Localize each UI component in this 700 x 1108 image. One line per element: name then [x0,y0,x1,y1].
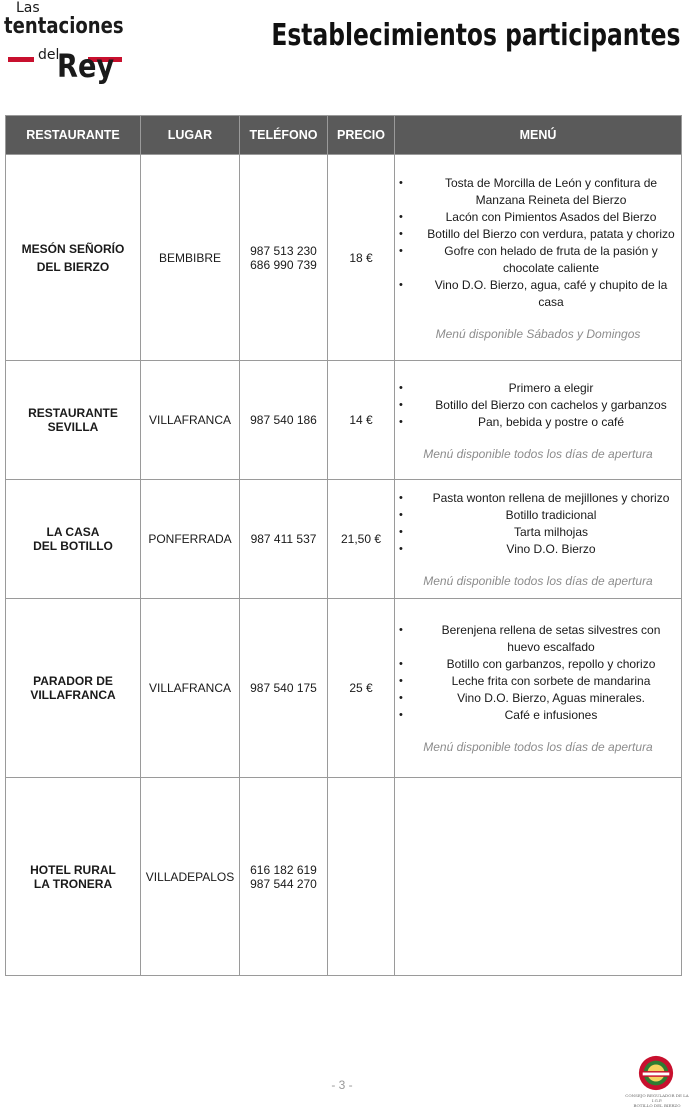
phone-cell [240,778,328,976]
menu-item: • Vino D.O. Bierzo, Aguas minerales. [399,690,677,707]
restaurant-name-line: PARADOR DE [33,674,113,688]
availability-note: Menú disponible todos los días de apertura [423,574,653,588]
restaurant-name-line: DEL BOTILLO [33,539,113,553]
phone-number: 987 513 230 [250,243,317,258]
column-header-menu: MENÚ [395,116,682,155]
restaurant-name-line: MESÓN SEÑORÍO [21,241,125,256]
place-cell: BEMBIBRE [141,155,240,361]
menu-item: • Botillo del Bierzo con cachelos y garbanzos [399,397,677,414]
menu-item: • Primero a elegir [399,380,677,397]
restaurant-name-cell [6,155,141,361]
phone-number: 987 540 175 [250,681,317,695]
menu-cell [395,778,682,976]
table-header-row [6,116,682,155]
price-cell: 18 € [328,155,395,361]
seal-caption-line: CONSEJO REGULADOR DE LA I.G.P. [625,1093,689,1103]
phone-number: 987 411 537 [250,532,317,546]
column-header-lugar: LUGAR [141,116,240,155]
menu-item: • Tosta de Morcilla de León y confitura de Manzana Reineta del Bierzo [399,175,677,209]
table-row [6,155,682,361]
seal-caption-line: BOTILLO DEL BIERZO [633,1103,681,1108]
restaurant-name-cell [6,778,141,976]
price-cell [328,778,395,976]
availability-note: Menú disponible todos los días de apertura [423,446,653,461]
regulatory-seal [622,1054,692,1108]
logo-line-2: tentaciones [4,14,124,39]
logo-line-4: Rey [57,47,115,85]
column-header-precio: PRECIO [328,116,395,155]
menu-list [399,622,677,724]
phone-number: 686 990 739 [250,257,317,272]
menu-item: • Berenjena rellena de setas silvestres con huevo escalfado [399,622,677,656]
menu-item: • Botillo tradicional [399,507,677,524]
page-title: Establecimientos participantes [270,18,680,53]
price-cell: 14 € [328,361,395,480]
price-cell: 25 € [328,599,395,778]
table-row [6,599,682,778]
logo-line-3: del [38,47,60,63]
menu-cell [395,155,682,361]
phone-number: 616 182 619 [250,862,317,877]
place-cell: VILLADEPALOS [141,778,240,976]
logo-line-1: Las [16,0,40,16]
menu-item: • Café e infusiones [399,707,677,724]
phone-number: 987 544 270 [250,876,317,891]
place-cell: VILLAFRANCA [141,361,240,480]
menu-list [399,380,677,431]
availability-note: Menú disponible Sábados y Domingos [435,326,641,341]
restaurant-name-line: HOTEL RURAL [30,862,116,877]
phone-cell [240,155,328,361]
menu-list [399,490,677,558]
restaurant-name-line: LA CASA [46,525,100,539]
restaurant-name-line: VILLAFRANCA [30,688,116,702]
menu-item: • Lacón con Pimientos Asados del Bierzo [399,209,677,226]
menu-cell [395,480,682,599]
column-header-telefono: TELÉFONO [240,116,328,155]
menu-cell [395,599,682,778]
menu-list [399,175,677,311]
restaurant-name-line: SEVILLA [47,420,99,434]
restaurant-name-line: RESTAURANTE [28,406,118,420]
restaurant-name-cell [6,480,141,599]
establishments-table [5,115,682,976]
table-row [6,361,682,480]
phone-cell [240,599,328,778]
phone-cell [240,361,328,480]
seal-emblem-icon [637,1054,675,1092]
restaurant-name-cell [6,599,141,778]
restaurant-name-line: LA TRONERA [33,876,113,891]
price-cell: 21,50 € [328,480,395,599]
menu-cell [395,361,682,480]
menu-item: • Botillo del Bierzo con verdura, patata y chorizo [399,226,677,243]
phone-number: 987 540 186 [250,413,317,427]
table-row [6,778,682,976]
column-header-restaurante: RESTAURANTE [6,116,141,155]
place-cell: VILLAFRANCA [141,599,240,778]
restaurant-name-line: DEL BIERZO [36,259,110,274]
table-row [6,480,682,599]
logo [4,0,134,92]
menu-item: • Pasta wonton rellena de mejillones y chorizo [399,490,677,507]
menu-item: • Botillo con garbanzos, repollo y chorizo [399,656,677,673]
phone-cell [240,480,328,599]
menu-item: • Vino D.O. Bierzo, agua, café y chupito de la casa [399,277,677,311]
menu-item: • Pan, bebida y postre o café [399,414,677,431]
menu-item: • Vino D.O. Bierzo [399,541,677,558]
place-cell: PONFERRADA [141,480,240,599]
menu-item: • Leche frita con sorbete de mandarina [399,673,677,690]
availability-note: Menú disponible todos los días de apertura [423,740,653,754]
logo-red-bar-left [8,57,34,62]
restaurant-name-cell [6,361,141,480]
menu-item: • Gofre con helado de fruta de la pasión y chocolate caliente [399,243,677,277]
page-number: - 3 - [331,1078,353,1092]
menu-item: • Tarta milhojas [399,524,677,541]
